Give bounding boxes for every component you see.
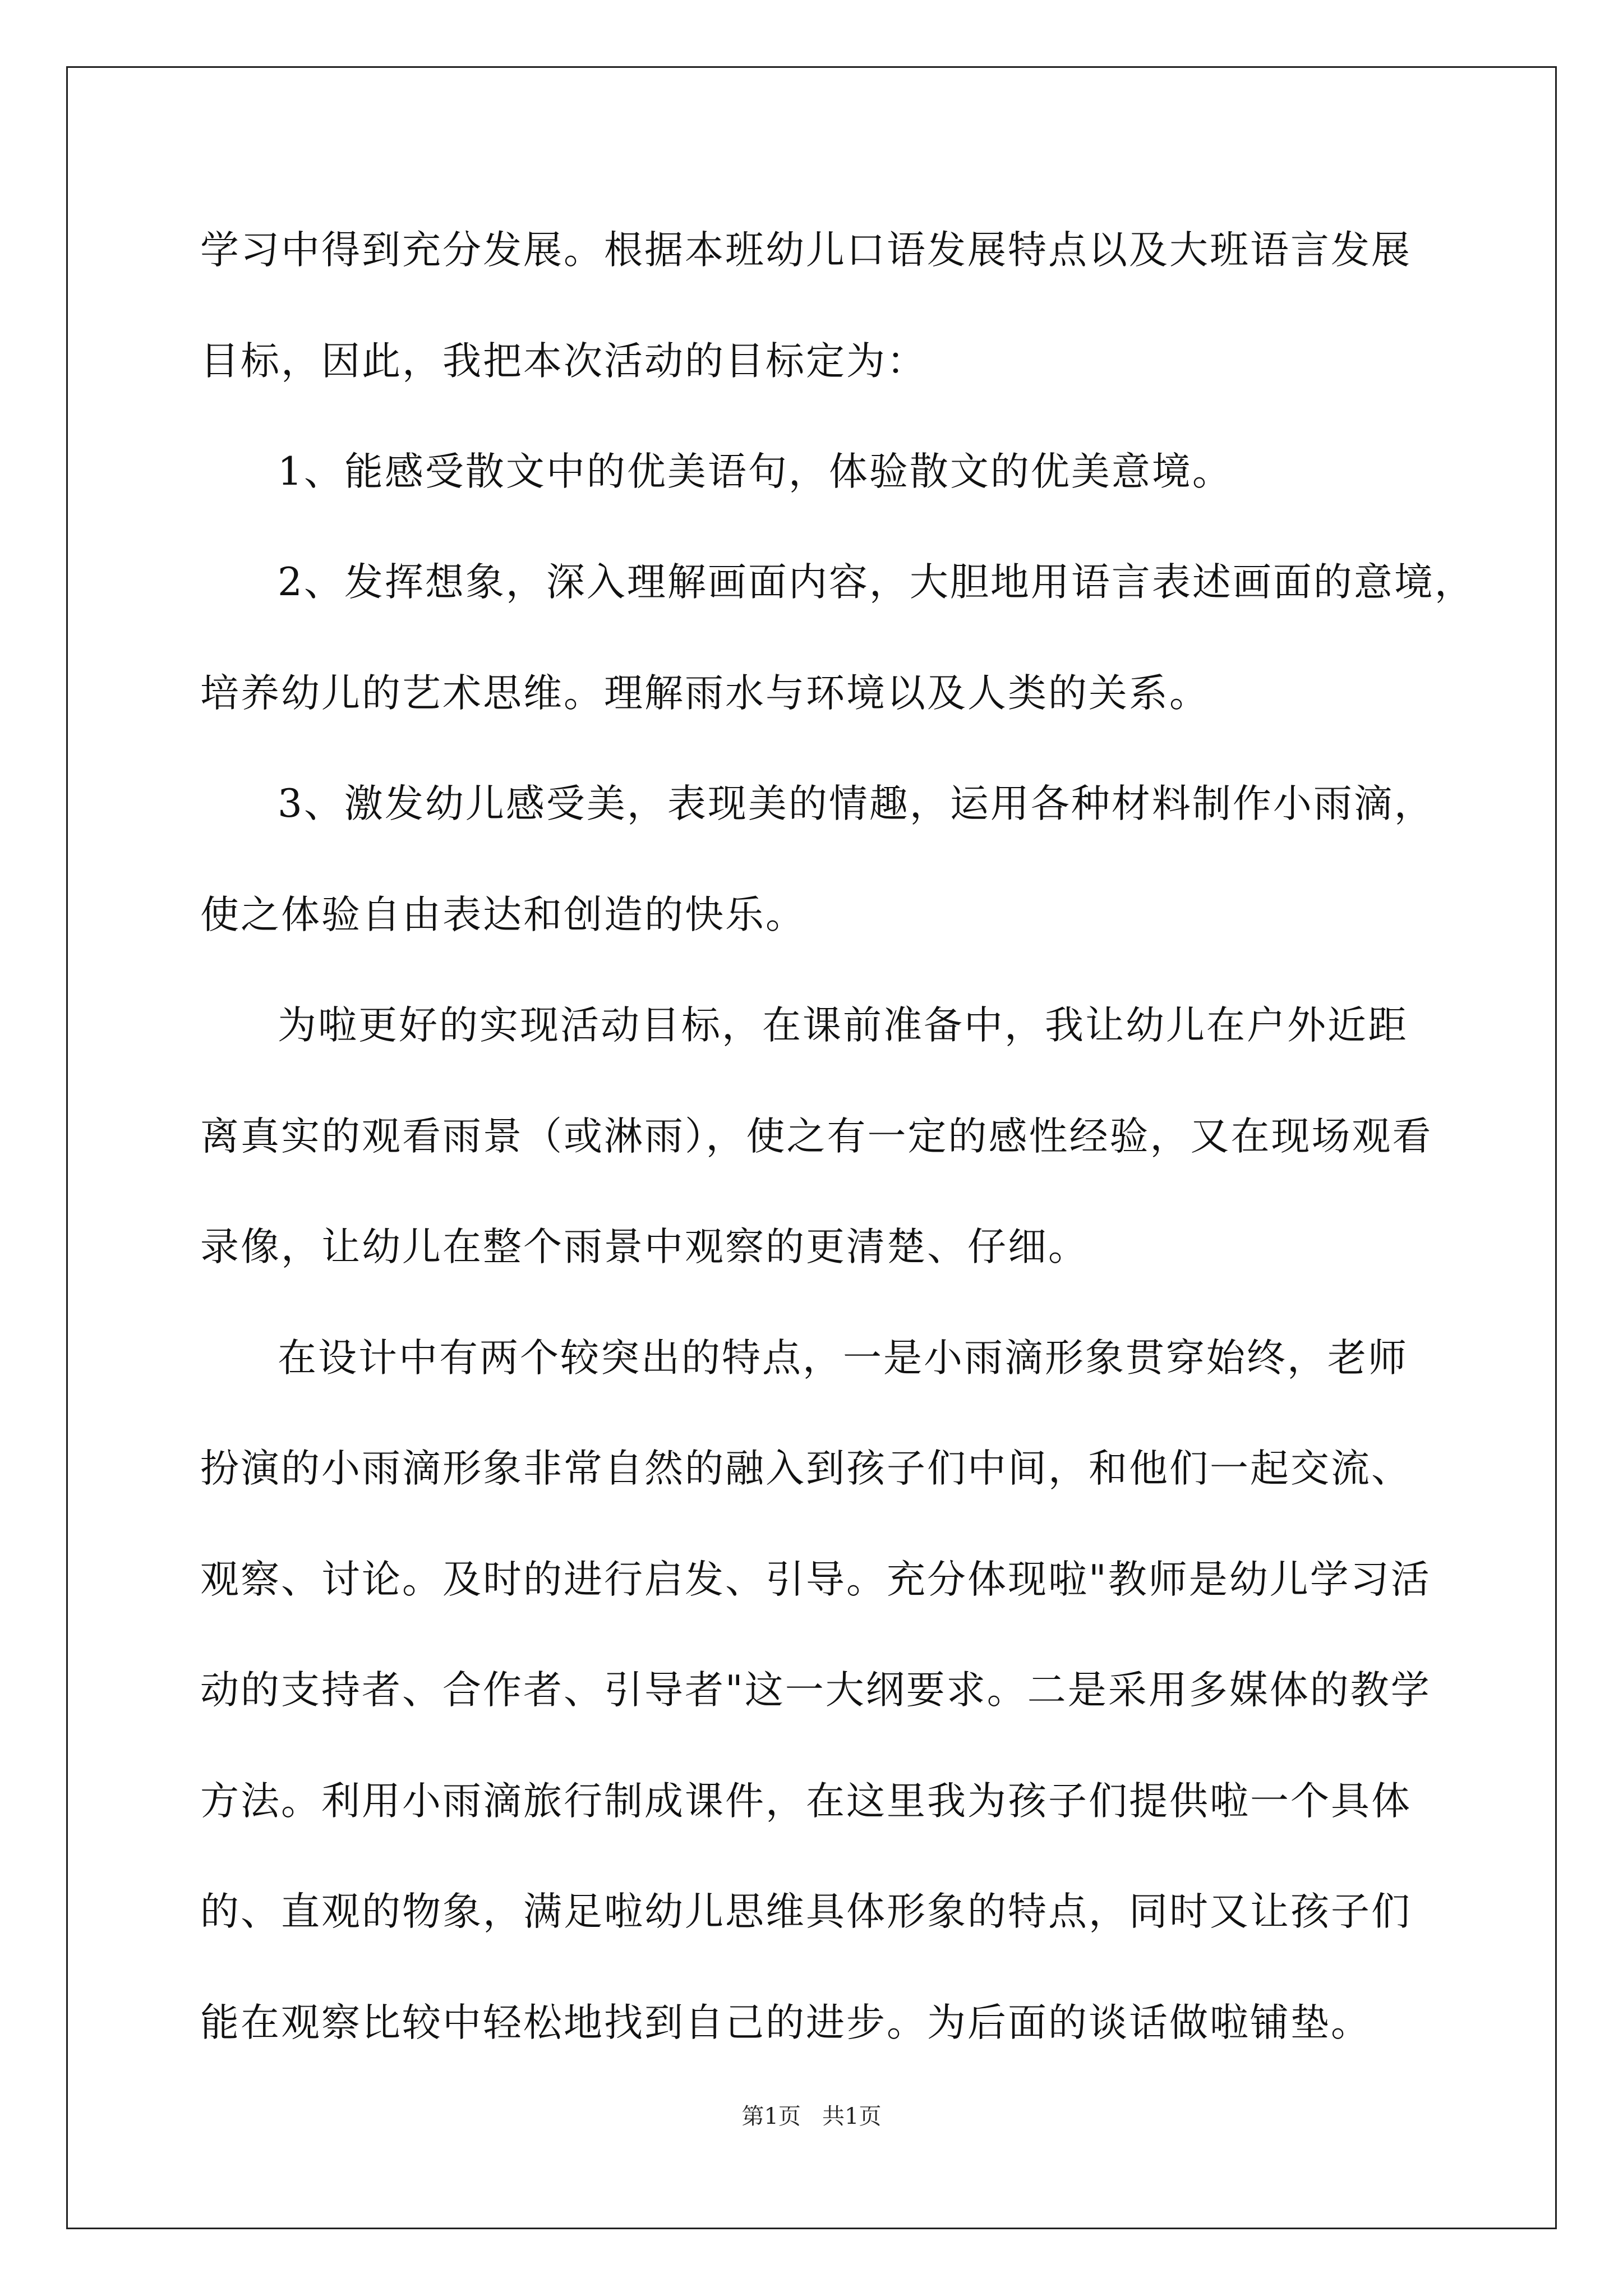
text-line: 方法。利用小雨滴旅行制成课件，在这里我为孩子们提供啦一个具体: [200, 1779, 1412, 1824]
paragraph-start: 在设计中有两个较突出的特点，一是小雨滴形象贯穿始终，老师: [278, 1336, 1408, 1381]
text-line: 学习中得到充分发展。根据本班幼儿口语发展特点以及大班语言发展: [200, 228, 1412, 273]
paragraph-start: 为啦更好的实现活动目标，在课前准备中，我让幼儿在户外近距: [278, 1003, 1408, 1048]
text-line: 的、直观的物象，满足啦幼儿思维具体形象的特点，同时又让孩子们: [200, 1889, 1412, 1934]
text-line: 使之体验自由表达和创造的快乐。: [200, 892, 806, 937]
list-item: 1、能感受散文中的优美语句，体验散文的优美意境。: [278, 449, 1233, 494]
text-line: 离真实的观看雨景（或淋雨），使之有一定的感性经验，又在现场观看: [200, 1114, 1433, 1159]
text-line: 培养幼儿的艺术思维。理解雨水与环境以及人类的关系。: [200, 671, 1210, 716]
text-line: 目标，因此，我把本次活动的目标定为：: [200, 339, 927, 384]
text-line: 观察、讨论。及时的进行启发、引导。充分体现啦"教师是幼儿学习活: [200, 1557, 1431, 1602]
text-line: 扮演的小雨滴形象非常自然的融入到孩子们中间，和他们一起交流、: [200, 1446, 1412, 1491]
page-number-footer: 第1页 共1页: [741, 2104, 882, 2129]
text-line: 动的支持者、合作者、引导者"这一大纲要求。二是采用多媒体的教学: [200, 1668, 1431, 1713]
list-item: 2、发挥想象，深入理解画面内容，大胆地用语言表述画面的意境，: [278, 560, 1475, 605]
text-line: 能在观察比较中轻松地找到自己的进步。为后面的谈话做啦铺垫。: [200, 2000, 1371, 2045]
list-item: 3、激发幼儿感受美，表现美的情趣，运用各种材料制作小雨滴，: [278, 781, 1435, 826]
text-line: 录像，让幼儿在整个雨景中观察的更清楚、仔细。: [200, 1225, 1089, 1269]
